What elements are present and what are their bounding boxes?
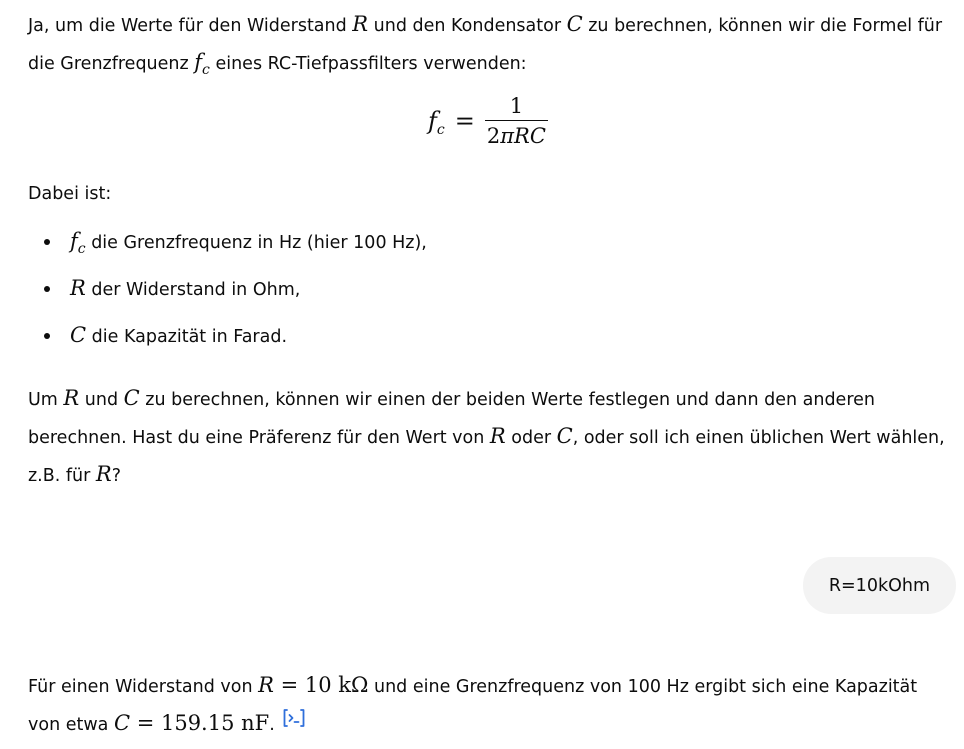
math-var-r: R bbox=[258, 673, 274, 697]
code-interpreter-icon[interactable] bbox=[282, 705, 306, 741]
math-var-c: C bbox=[123, 386, 140, 410]
bullet-var: f bbox=[70, 229, 78, 253]
formula-denominator-number: 2 bbox=[486, 124, 501, 148]
formula-fraction bbox=[485, 94, 548, 148]
math-var-c: C bbox=[566, 12, 583, 36]
definition-list bbox=[28, 223, 427, 364]
intro-paragraph bbox=[28, 6, 948, 83]
math-var-r: R bbox=[63, 386, 80, 410]
question-text-2: und bbox=[79, 390, 124, 410]
formula-lhs-sub: c bbox=[436, 122, 445, 138]
formula-denominator-vars: πRC bbox=[500, 124, 546, 148]
math-var-c: C bbox=[113, 711, 131, 735]
question-text-5: , oder soll ich einen üblichen Wert wählen, z.B. für bbox=[28, 428, 945, 486]
math-resistance-value: = 10 kΩ bbox=[273, 673, 369, 697]
math-sub-c: c bbox=[202, 62, 210, 78]
formula-lhs bbox=[428, 107, 445, 138]
bullet-text: der Widerstand in Ohm, bbox=[85, 280, 301, 300]
question-text-4: oder bbox=[505, 428, 557, 448]
answer-paragraph bbox=[28, 667, 948, 743]
question-paragraph bbox=[28, 380, 948, 494]
math-capacitance-value: = 159.15 nF bbox=[130, 711, 270, 735]
bullet-text: die Grenzfrequenz in Hz (hier 100 Hz), bbox=[85, 233, 427, 253]
list-item bbox=[28, 317, 427, 364]
bullet-var: R bbox=[70, 276, 86, 300]
math-var-r: R bbox=[95, 462, 112, 486]
intro-text-4: eines RC-Tiefpassfilters verwenden: bbox=[209, 54, 527, 74]
bullet-var: C bbox=[70, 323, 87, 347]
math-var-c: C bbox=[556, 424, 573, 448]
bullet-text: die Kapazität in Farad. bbox=[86, 327, 288, 347]
cutoff-frequency-formula bbox=[428, 94, 548, 148]
question-text-1: Um bbox=[28, 390, 64, 410]
user-message-bubble: R=10kOhm bbox=[803, 557, 956, 614]
list-item bbox=[28, 223, 427, 270]
bullet-sub: c bbox=[77, 241, 86, 257]
answer-text-2: und eine Grenzfrequenz von 100 Hz ergibt sich eine Kapazität von etwa bbox=[28, 677, 918, 735]
formula-denominator bbox=[485, 120, 548, 148]
formula-equals: = bbox=[454, 107, 475, 135]
question-text-6: ? bbox=[111, 466, 121, 486]
math-var-f: f bbox=[194, 50, 203, 74]
math-var-r: R bbox=[352, 12, 369, 36]
math-var-r: R bbox=[489, 424, 506, 448]
dabei-label: Dabei ist: bbox=[28, 184, 112, 204]
list-item bbox=[28, 270, 427, 317]
intro-text-1: Ja, um die Werte für den Widerstand bbox=[28, 16, 353, 36]
answer-text-3: . bbox=[269, 715, 281, 735]
intro-text-2: und den Kondensator bbox=[368, 16, 567, 36]
question-text-3: zu berechnen, können wir einen der beiden Werte festlegen und dann den anderen berechnen. Hast du eine Präferenz für den Wert von bbox=[28, 390, 875, 448]
formula-numerator: 1 bbox=[509, 94, 524, 118]
intro-text-3: zu berechnen, können wir die Formel für die Grenzfrequenz bbox=[28, 16, 943, 74]
formula-lhs-var: f bbox=[428, 107, 437, 135]
answer-text-1: Für einen Widerstand von bbox=[28, 677, 259, 697]
